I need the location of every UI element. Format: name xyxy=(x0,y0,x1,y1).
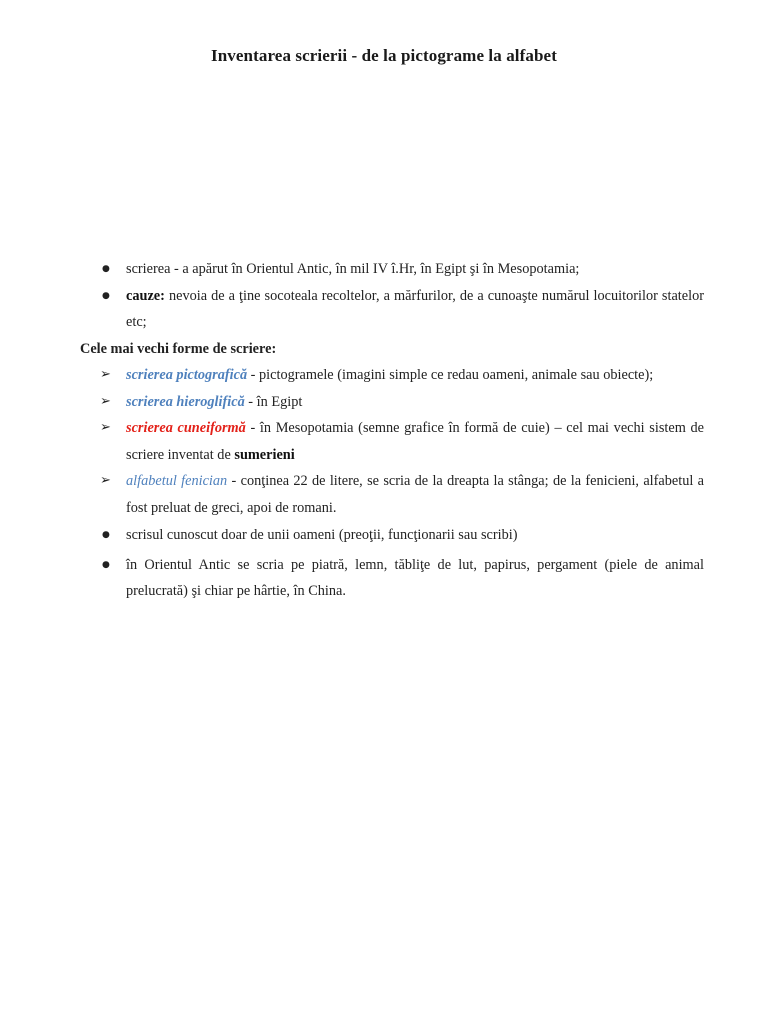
list-item-alfabet xyxy=(80,468,704,521)
term-pictografica: scrierea pictografică xyxy=(126,367,248,383)
item-text: în Orientul Antic se scria pe piatră, lemn, tăbliţe de lut, papirus, pergament (piele de animal prelucrată) şi chiar pe hârtie, în China. xyxy=(126,556,704,599)
list-item-materiale xyxy=(80,552,704,605)
document-body xyxy=(80,256,704,605)
arrow-bullet-icon: ➢ xyxy=(100,367,111,382)
item-text: - în Egipt xyxy=(244,393,303,410)
item-label-cauze: cauze: xyxy=(126,287,165,304)
arrow-bullet-icon: ➢ xyxy=(100,420,111,435)
arrow-bullet-icon: ➢ xyxy=(100,393,111,409)
list-item-hieroglifica xyxy=(80,389,704,416)
section-heading: Cele mai vechi forme de scriere: xyxy=(80,340,277,357)
bullet-icon: ● xyxy=(102,559,110,570)
list-item-scrierea xyxy=(80,256,704,283)
item-text: - conţinea 22 de litere, se scria de la dreapta la stânga; de la fenicieni, alfabetul a fost preluat de greci, apoi de romani. xyxy=(126,473,704,516)
item-text: scrierea - a apărut în Orientul Antic, în mil IV î.Hr, în Egipt şi în Mesopotamia; xyxy=(126,261,580,277)
arrow-bullet-icon: ➢ xyxy=(100,473,111,488)
item-text: scrisul cunoscut doar de unii oameni (preoţii, funcţionarii sau scribi) xyxy=(126,527,518,543)
document-title: Inventarea scrierii - de la pictograme la alfabet xyxy=(211,46,557,65)
list-item-cauze xyxy=(80,283,704,336)
item-text: - în Mesopotamia (semne grafice în formă de cuie) – cel mai vechi sistem de scriere inventat de xyxy=(126,420,704,463)
item-text: - pictogramele (imagini simple ce redau oameni, animale sau obiecte); xyxy=(247,367,654,383)
list-item-cuneiforma xyxy=(80,415,704,468)
list-item-scrisul xyxy=(80,522,704,549)
term-hieroglifica: scrierea hieroglifică xyxy=(126,393,245,410)
bullet-icon: ● xyxy=(102,530,110,540)
term-sumerieni: sumerieni xyxy=(234,446,295,463)
bullet-icon: ● xyxy=(102,290,110,301)
list-item-pictografica xyxy=(80,362,704,389)
term-cuneiforma: scrierea cuneiformă xyxy=(126,420,246,436)
term-alfabet: alfabetul fenician xyxy=(126,473,228,489)
bullet-icon: ● xyxy=(102,264,110,274)
item-text: nevoia de a ţine socoteala recoltelor, a mărfurilor, de a cunoaşte numărul locuitorilor statelor etc; xyxy=(126,287,704,330)
